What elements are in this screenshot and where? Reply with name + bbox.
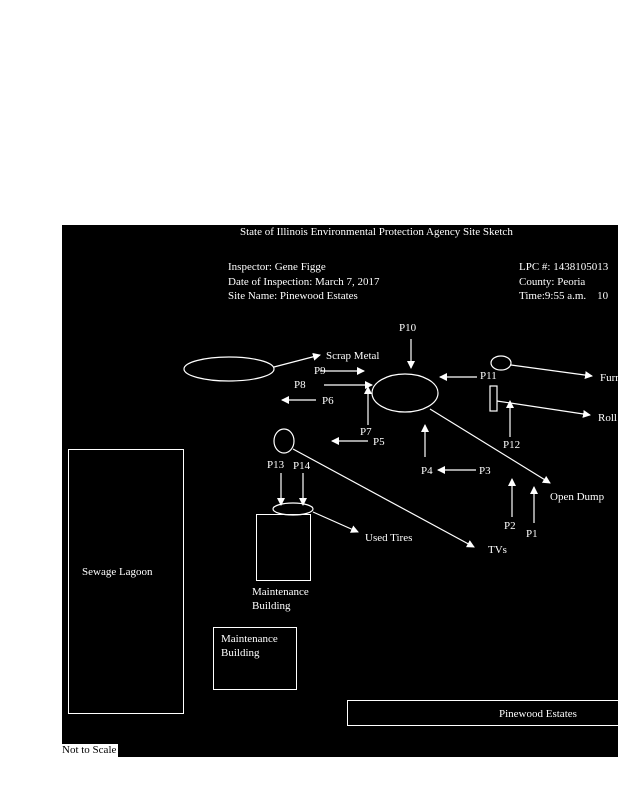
photo-point-p6: P6	[322, 395, 334, 407]
pinewood-estates-box	[347, 700, 619, 726]
sewage-lagoon-box	[68, 449, 184, 714]
open-dump-label: Open Dump	[550, 491, 605, 503]
not-to-scale-note: Not to Scale	[62, 744, 117, 756]
inspector-name: Inspector: Gene Figge	[228, 261, 326, 273]
photo-point-p11: P11	[480, 370, 497, 382]
photo-point-p4: P4	[421, 465, 433, 477]
photo-point-p1: P1	[526, 528, 538, 540]
photo-point-p5: P5	[373, 436, 385, 448]
inspection-date: Date of Inspection: March 7, 2017	[228, 276, 380, 288]
inspection-time: Time:9:55 a.m. 10	[519, 290, 609, 302]
photo-point-p3: P3	[479, 465, 491, 477]
photo-point-p9: P9	[314, 365, 326, 377]
site-name: Site Name: Pinewood Estates	[228, 290, 358, 302]
photo-point-p7: P7	[360, 426, 372, 438]
maintenance-building-label: Maintenance Building	[252, 586, 309, 612]
used-tires-leader	[313, 512, 358, 532]
sketch-title: State of Illinois Environmental Protection Agency Site Sketch	[240, 226, 513, 238]
furniture-pile	[491, 356, 511, 370]
photo-point-p8: P8	[294, 379, 306, 391]
sewage-lagoon-label: Sewage Lagoon	[82, 566, 153, 578]
scrap-metal-pile	[184, 357, 274, 381]
roll-label: Roll	[598, 412, 617, 424]
tvs-label: TVs	[488, 544, 507, 556]
pinewood-estates-label: Pinewood Estates	[499, 708, 577, 720]
site-sketch	[62, 225, 621, 757]
photo-point-p12: P12	[503, 439, 521, 451]
photo-point-p14: P14	[293, 460, 311, 472]
county: County: Peoria	[519, 276, 586, 288]
open-dump-pile	[372, 374, 438, 412]
furniture-leader	[511, 365, 592, 376]
roll-item	[490, 386, 497, 411]
lpc-number: LPC #: 1438105013	[519, 261, 609, 273]
photo-point-p2: P2	[504, 520, 516, 532]
scrap-metal-label: Scrap Metal	[326, 350, 380, 362]
photo-point-p10: P10	[399, 322, 417, 334]
maintenance-building-box-label: Maintenance Building	[221, 633, 278, 659]
roll-leader	[497, 401, 590, 415]
used-tires-label: Used Tires	[365, 532, 413, 544]
tvs-pile	[274, 429, 294, 453]
furniture-label: Furn	[600, 372, 621, 384]
photo-point-p13: P13	[267, 459, 285, 471]
maintenance-building-shape	[256, 514, 311, 581]
